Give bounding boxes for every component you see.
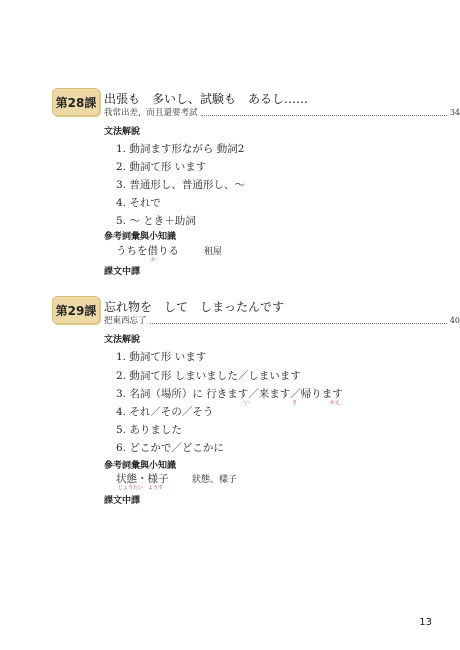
vocab-item: 状態・様子 (116, 473, 169, 485)
text-translation-heading: 課文中譯 (104, 496, 141, 506)
grammar-item: 1. 動詞ます形ながら 動詞2 (116, 143, 245, 155)
grammar-item: 2. 動詞て形 います (116, 161, 207, 173)
grammar-item: 1. 動詞て形 います (116, 351, 207, 363)
lesson-jp-title: 出張も 多いし、試験も あるし…… (104, 92, 309, 106)
vocab-heading: 參考詞彙與小知識 (104, 461, 177, 471)
lesson-jp-title: 忘れ物を して しまったんです (104, 300, 285, 314)
vocab-meaning: 狀態、樣子 (192, 475, 238, 485)
text-translation-heading: 課文中譯 (104, 267, 141, 277)
grammar-heading: 文法解說 (104, 335, 141, 345)
leader-dots (150, 316, 447, 324)
lesson-zh-title: 我常出差，而且還要考試 (104, 108, 198, 118)
vocab-furigana: じょうたい ようす (118, 485, 164, 491)
vocab-meaning: 租屋 (204, 247, 223, 257)
lesson-badge: 第29課 (52, 296, 100, 324)
grammar-furigana: かえ (330, 400, 341, 406)
vocab-heading: 參考詞彙與小知識 (104, 232, 177, 242)
lesson-badge: 第28課 (52, 88, 100, 116)
lesson-zh-title-row (104, 105, 460, 119)
grammar-item: 4. それで (116, 197, 161, 209)
lesson-zh-title: 把東西忘了 (104, 316, 147, 326)
grammar-item: 2. 動詞て形 しまいました／しまいます (116, 370, 301, 382)
grammar-furigana: き (292, 400, 298, 406)
grammar-item: 6. どこかで／どこかに (116, 442, 224, 454)
grammar-item: 3. 普通形し、普通形し、～ (116, 179, 245, 191)
leader-dots (201, 108, 447, 116)
grammar-furigana: い (244, 400, 250, 406)
lesson-29-header (52, 296, 460, 332)
lesson-zh-title-row (104, 313, 460, 327)
grammar-item: 5. ～ とき＋助詞 (116, 215, 196, 227)
vocab-item: うちを借りる (116, 245, 179, 257)
page-number: 13 (419, 617, 432, 628)
grammar-item: 5. ありました (116, 424, 182, 436)
grammar-heading: 文法解說 (104, 127, 141, 137)
toc-page-number: 40 (449, 315, 460, 325)
lesson-28-header (52, 88, 460, 124)
grammar-item: 4. それ／その／そう (116, 406, 214, 418)
toc-page-number: 34 (449, 107, 460, 117)
grammar-item: 3. 名詞（場所）に 行きます／来ます／帰ります (116, 388, 343, 400)
vocab-furigana: か (151, 257, 157, 263)
